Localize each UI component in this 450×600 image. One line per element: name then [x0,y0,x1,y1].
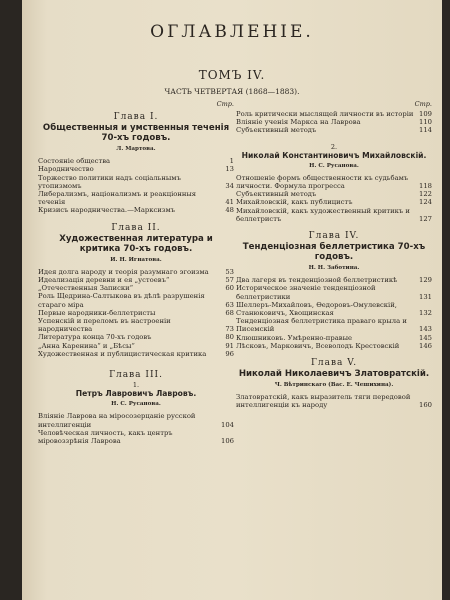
toc-entry-page: 34 [225,181,234,190]
toc-entry-page: 91 [225,341,234,350]
toc-entry-title: Роль критически мыслящей личности въ исторіи [236,110,414,118]
chapter-3-author: Н. С. Русанова. [111,401,161,408]
toc-entry-title: Вліяніе Лаврова на міросозерцаніе русской интеллигенціи [38,412,196,429]
toc-entry [38,350,234,358]
toc-entry-page: 53 [225,267,234,276]
section-2-author: Н. С. Русанова. [309,162,359,169]
toc-entry [236,276,432,284]
chapter-5-entries [236,393,432,409]
section-2-title: Николай Константиновичъ Михайловскій. [241,150,427,160]
toc-entry-page: 106 [221,437,234,446]
toc-entry-title: Успенскій и переломъ въ настроеніи народничества [38,317,171,334]
toc-entry-title: Клюшниковъ. Умѣренно-правые [236,333,352,342]
toc-entry-title: Михайловскій, какъ публицистъ [236,198,353,207]
toc-entry-title: Лѣсковъ, Марковичъ, Всеволодъ Крестовскій [236,341,400,350]
toc-entry-title: Состояніе общества [38,157,111,166]
toc-entry-page: 122 [419,190,432,199]
toc-entry [38,276,234,284]
toc-entry [236,174,432,190]
toc-left-column [38,100,234,445]
toc-entry-page: 1 [229,157,234,166]
toc-entry-page: 118 [419,182,432,191]
toc-entry-title: Михайловскій, какъ художественный критикъ и беллетристъ [236,206,410,223]
toc-entry-page: 57 [225,276,234,285]
toc-entry-title: Человѣческая личность, какъ центръ міровоззрѣнія Лаврова [38,428,173,446]
toc-entry-title: Первые народники-беллетристы [38,308,156,317]
toc-entry-title: „Анна Каренина“ и „Бѣсы“ [38,341,135,350]
section-2-entries [236,174,432,223]
toc-entry-title: „Отечественныя Записки“ [38,284,134,293]
toc-entry-page: 73 [225,325,234,334]
toc-entry-page: 129 [419,276,432,285]
toc-entry-title: Идея долга народу и теорія разумнаго эгоизма [38,267,209,276]
toc-entry [38,292,234,308]
toc-entry [38,342,234,350]
toc-entry-title: Субъективный методъ [236,190,317,199]
toc-entry-title: Либерализмъ, націонализмъ и реакціонныя теченія [38,190,197,207]
toc-entry [38,206,234,214]
toc-entry-page: 127 [419,214,432,223]
toc-entry-title: Субъективный методъ [236,126,317,135]
toc-entry [236,198,432,206]
toc-entry-page: 41 [225,198,234,207]
toc-entry-title: Художественная и публицистическая критика [38,349,207,358]
toc-entry-page: 132 [419,309,432,318]
toc-entry-page: 80 [225,333,234,342]
part-heading: ЧАСТЬ ЧЕТВЕРТАЯ (1868—1883). [164,87,300,96]
volume-heading: ТОМЪ IV. [198,68,266,82]
toc-entry-title: Торжество политики надъ соціальнымъ утопизмомъ [38,173,181,190]
toc-entry-page: 146 [419,341,432,350]
toc-entry-page: 110 [419,118,432,127]
toc-right-column [236,100,432,410]
toc-entry-page: 104 [221,420,234,429]
toc-entry [236,126,432,134]
chapter-3-entries [38,412,234,445]
chapter-2-author: И. Н. Игнатова. [110,256,162,263]
toc-entry-title: Шеллеръ-Михайловъ, Ѳедоровъ-Омулевскій, Станюковичъ, Хвощинская [236,300,397,318]
toc-entry [236,207,432,223]
toc-entry-title: Историческое значеніе тенденціозной беллетристики [236,284,376,301]
toc-entry-page: 160 [419,401,432,410]
page-column-label: Стр. [414,100,432,108]
toc-entry-title: Златовратскій, какъ выразитель тяги передовой интеллигенціи къ народу [236,393,411,410]
toc-entry [38,317,234,333]
chapter-3-continued-entries [236,110,432,135]
chapter-1-entries [38,157,234,214]
toc-entry [236,190,432,198]
toc-entry-title: Отношеніе формъ общественности къ судьбамъ личности. Формула прогресса [236,173,409,191]
chapter-4-entries [236,276,432,350]
toc-entry [236,317,432,333]
toc-entry-page: 96 [225,349,234,358]
toc-entry [236,334,432,342]
toc-entry-title: Роль Щедрина-Салтыкова въ дѣлѣ разрушенія стараго міра [38,292,205,309]
toc-entry [236,110,432,118]
toc-entry-page: 143 [419,325,432,334]
toc-entry [236,301,432,317]
toc-entry [38,429,234,445]
toc-entry-title: Литература конца 70-хъ годовъ [38,333,152,342]
page-title: ОГЛАВЛЕНІЕ. [150,22,314,42]
toc-entry [38,309,234,317]
chapter-1-author: Л. Мартова. [116,146,156,153]
toc-entry-page: 68 [225,308,234,317]
chapter-1-label: Глава I. [113,112,159,122]
toc-entry [236,284,432,300]
chapter-2-title: Художественная литература и критика 70-хъ годовъ. [59,233,213,254]
chapter-3-label: Глава III. [109,370,163,381]
toc-entry-page: 145 [419,333,432,342]
chapter-5-title: Николай Николаевичъ Златовратскій. [238,369,430,380]
toc-entry [236,118,432,126]
chapter-4-title: Тенденціозная беллетристика 70-хъ годовъ. [242,242,426,263]
toc-entry [38,190,234,206]
section-2-number: 2. [330,142,338,151]
toc-entry-title: Идеализація деревни и ея „устоевъ“ [38,276,170,285]
book-page [22,0,442,600]
toc-entry [38,412,234,428]
chapter-5-label: Глава V. [310,358,358,369]
chapter-4-label: Глава IV. [308,231,360,242]
chapter-1-title: Общественныя и умственныя теченія 70-хъ годовъ. [42,123,230,144]
toc-entry [236,393,432,409]
toc-entry [38,268,234,276]
chapter-2-label: Глава II. [111,222,161,233]
toc-entry [38,284,234,292]
chapter-4-author: Н. Н. Заботина. [308,265,360,272]
chapter-2-entries [38,268,234,358]
toc-entry-page: 13 [225,165,234,174]
toc-entry-title: Два лагеря въ тенденціозной беллетристикѣ [236,276,398,285]
toc-entry [38,174,234,190]
toc-entry-title: Народничество [38,165,94,174]
toc-entry [38,165,234,173]
chapter-5-author: Ч. Вѣтринскаго (Вас. Е. Чешихина). [274,382,394,389]
chapter-3-title: Петръ Лавровичъ Лавровъ. [75,389,197,399]
toc-entry [38,333,234,341]
toc-entry-title: Вліяніе ученія Маркса на Лаврова [236,118,361,127]
toc-entry-page: 60 [225,284,234,293]
toc-entry-page: 124 [419,198,432,207]
toc-entry [38,157,234,165]
toc-entry-page: 131 [419,292,432,301]
chapter-3-section-number: 1. [132,381,140,390]
toc-entry-title: Кризисъ народничества.—Марксизмъ [38,206,176,215]
toc-entry-page: 63 [225,300,234,309]
toc-entry [236,342,432,350]
toc-entry-page: 109 [419,110,432,118]
page-column-label: Стр. [216,100,234,108]
toc-entry-title: Тенденціозная беллетристика праваго крыла и Писемскій [236,317,407,334]
toc-entry-page: 48 [225,206,234,215]
toc-entry-page: 114 [419,126,432,135]
